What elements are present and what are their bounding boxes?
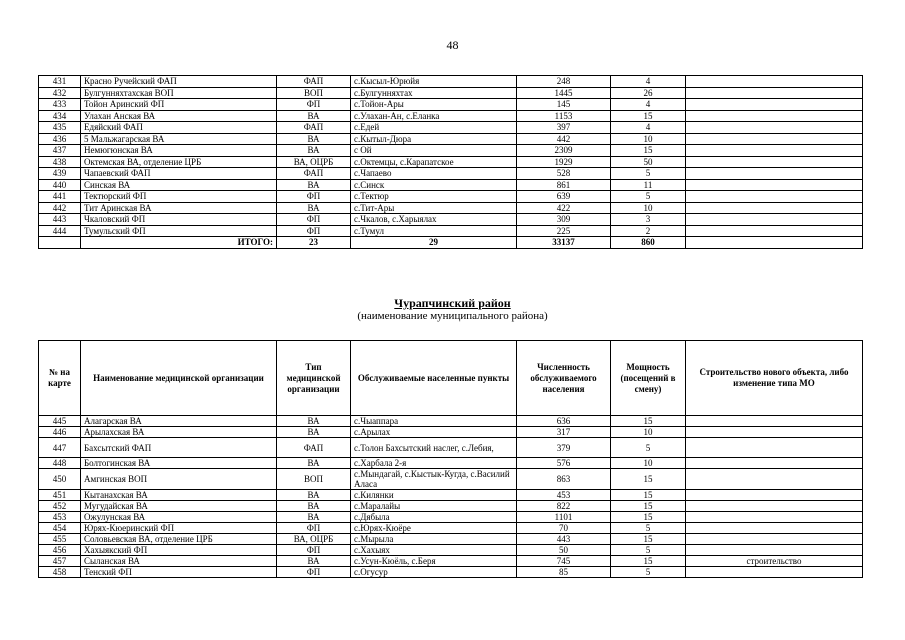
table-row <box>39 179 863 191</box>
table-cell: 70 <box>517 523 611 534</box>
table-row <box>39 87 863 99</box>
table-cell: с.Тойон-Ары <box>351 99 517 111</box>
table-cell: 397 <box>517 122 611 134</box>
table-cell: с.Хахыях <box>351 545 517 556</box>
table-cell: с.Тит-Ары <box>351 202 517 214</box>
district-table-body <box>39 416 863 578</box>
table-cell: с.Кытыл-Дюра <box>351 133 517 145</box>
table-cell: 15 <box>611 416 686 427</box>
table-cell <box>686 416 863 427</box>
table-cell <box>686 87 863 99</box>
table-cell: с.Октемцы, с.Карапатское <box>351 156 517 168</box>
table-cell: 439 <box>39 168 81 180</box>
total-population: 33137 <box>517 237 611 249</box>
table-cell: Амгинская ВОП <box>81 469 277 490</box>
table-cell: ВА <box>277 512 351 523</box>
table-row <box>39 556 863 567</box>
table-cell: Улахан Анская ВА <box>81 110 277 122</box>
table-row <box>39 438 863 458</box>
table-cell: 636 <box>517 416 611 427</box>
table-row <box>39 512 863 523</box>
table-cell: ФП <box>277 545 351 556</box>
table-cell: с.Дябыла <box>351 512 517 523</box>
table-cell: ФП <box>277 99 351 111</box>
table-cell: ВА <box>277 179 351 191</box>
table-cell: 1101 <box>517 512 611 523</box>
table-cell: 4 <box>611 99 686 111</box>
table-cell: 4 <box>611 76 686 88</box>
table-cell: 443 <box>517 534 611 545</box>
table-row <box>39 534 863 545</box>
table-cell: 445 <box>39 416 81 427</box>
table-cell: 2 <box>611 225 686 237</box>
table-cell: 441 <box>39 191 81 203</box>
table-cell: 5 <box>611 567 686 578</box>
table-cell <box>686 534 863 545</box>
table-row <box>39 523 863 534</box>
table-cell: ФП <box>277 567 351 578</box>
table-cell: 422 <box>517 202 611 214</box>
table-cell <box>686 76 863 88</box>
table-cell: 442 <box>517 133 611 145</box>
table-cell <box>686 133 863 145</box>
table-cell: Юрях-Кюеринский ФП <box>81 523 277 534</box>
table-cell: с.Тумул <box>351 225 517 237</box>
table-cell: 639 <box>517 191 611 203</box>
table-cell: Немюгюнская ВА <box>81 145 277 157</box>
table-row <box>39 191 863 203</box>
table-cell <box>686 179 863 191</box>
table-cell <box>686 225 863 237</box>
table-cell: ВА <box>277 110 351 122</box>
table-cell: ВА <box>277 133 351 145</box>
table-row <box>39 545 863 556</box>
table-cell: Едяйский ФАП <box>81 122 277 134</box>
table-cell: ВА <box>277 556 351 567</box>
table-row <box>39 416 863 427</box>
table-cell: Соловьевская ВА, отделение ЦРБ <box>81 534 277 545</box>
table-cell: 85 <box>517 567 611 578</box>
table-cell: 5 <box>611 168 686 180</box>
district-subtitle: (наименование муниципального района) <box>357 310 548 322</box>
table-cell: Болтогинская ВА <box>81 458 277 469</box>
table-cell: Тойон Аринский ФП <box>81 99 277 111</box>
table-cell <box>686 469 863 490</box>
table-cell: 444 <box>39 225 81 237</box>
table-cell: 447 <box>39 438 81 458</box>
table-cell: с.Чапаево <box>351 168 517 180</box>
header-org-type: Тип медицинской организации <box>277 341 351 416</box>
total-capacity: 860 <box>611 237 686 249</box>
table-cell <box>686 156 863 168</box>
table-cell <box>686 458 863 469</box>
table-cell: 451 <box>39 490 81 501</box>
table-cell: 11 <box>611 179 686 191</box>
table-cell: Хахыякский ФП <box>81 545 277 556</box>
table-row <box>39 99 863 111</box>
table-cell: 453 <box>517 490 611 501</box>
table-row <box>39 202 863 214</box>
table-cell: Арылахская ВА <box>81 427 277 438</box>
table-cell <box>686 567 863 578</box>
table-cell: 863 <box>517 469 611 490</box>
table-row <box>39 133 863 145</box>
table-cell: с.Булгунняхтах <box>351 87 517 99</box>
table-cell <box>686 168 863 180</box>
table-cell: 3 <box>611 214 686 226</box>
table-cell: 576 <box>517 458 611 469</box>
page-number: 48 <box>446 38 459 52</box>
table-cell: с.Маралайы <box>351 501 517 512</box>
table-cell: 1929 <box>517 156 611 168</box>
table-cell: 15 <box>611 512 686 523</box>
table-cell: ВОП <box>277 469 351 490</box>
table-cell: 448 <box>39 458 81 469</box>
table-cell: 2309 <box>517 145 611 157</box>
table-cell: ФАП <box>277 168 351 180</box>
table-cell: 15 <box>611 534 686 545</box>
table-cell: с.Усун-Кюёль, с.Беря <box>351 556 517 567</box>
table-cell: 10 <box>611 427 686 438</box>
table-cell: ВА <box>277 416 351 427</box>
table-cell <box>686 545 863 556</box>
table-cell: 745 <box>517 556 611 567</box>
table-cell: 431 <box>39 76 81 88</box>
table-cell: с.Мындагай, с.Кыстык-Кугда, с.Василий Аласа <box>351 469 517 490</box>
table-cell: 457 <box>39 556 81 567</box>
table-cell: 442 <box>39 202 81 214</box>
table-cell <box>686 214 863 226</box>
table-cell: 435 <box>39 122 81 134</box>
table-cell: 455 <box>39 534 81 545</box>
table-cell: 456 <box>39 545 81 556</box>
table-cell: ФП <box>277 214 351 226</box>
district-heading <box>0 296 905 323</box>
table-cell <box>686 523 863 534</box>
table-cell: Тит Аринская ВА <box>81 202 277 214</box>
table-cell: 309 <box>517 214 611 226</box>
total-row <box>39 237 863 249</box>
table-cell: 443 <box>39 214 81 226</box>
table-cell: Булгунняхтахская ВОП <box>81 87 277 99</box>
table-cell <box>686 490 863 501</box>
table-cell: ВОП <box>277 87 351 99</box>
table-cell: с.Чкалов, с.Харыялах <box>351 214 517 226</box>
table-cell: с.Едей <box>351 122 517 134</box>
table-cell: Кытанахская ВА <box>81 490 277 501</box>
table-cell: ВА <box>277 145 351 157</box>
table-cell: 5 <box>611 438 686 458</box>
total-settlements: 29 <box>351 237 517 249</box>
table-cell: строительство <box>686 556 863 567</box>
table-cell: Бахсытский ФАП <box>81 438 277 458</box>
table-cell: Октемская ВА, отделение ЦРБ <box>81 156 277 168</box>
table-cell: с.Кысыл-Юрюйя <box>351 76 517 88</box>
table-cell <box>686 202 863 214</box>
table-cell: с.Юрях-Кюёре <box>351 523 517 534</box>
table-cell: 26 <box>611 87 686 99</box>
district-name: Чурапчинский район <box>394 296 511 310</box>
table-cell: Алагарская ВА <box>81 416 277 427</box>
table-cell: ФП <box>277 191 351 203</box>
table-row <box>39 427 863 438</box>
table-cell: 822 <box>517 501 611 512</box>
table-cell <box>686 512 863 523</box>
table-cell: 452 <box>39 501 81 512</box>
header-construction: Строительство нового объекта, либо изменение типа МО <box>686 341 863 416</box>
table-cell: 248 <box>517 76 611 88</box>
table-cell <box>686 438 863 458</box>
table-cell: Чапаевский ФАП <box>81 168 277 180</box>
facilities-table-body <box>39 76 863 237</box>
table-cell: ФАП <box>277 438 351 458</box>
header-map-number: № на карте <box>39 341 81 416</box>
table-cell: 436 <box>39 133 81 145</box>
table-cell: 5 Мальжагарская ВА <box>81 133 277 145</box>
header-population: Численность обслуживаемого населения <box>517 341 611 416</box>
table-cell: с.Синск <box>351 179 517 191</box>
table-cell: 10 <box>611 458 686 469</box>
table-row <box>39 469 863 490</box>
table-cell <box>686 145 863 157</box>
table-cell: ФАП <box>277 122 351 134</box>
table-cell: 225 <box>517 225 611 237</box>
table-cell: 458 <box>39 567 81 578</box>
header-org-name: Наименование медицинской организации <box>81 341 277 416</box>
table-cell: 10 <box>611 202 686 214</box>
table-cell <box>686 122 863 134</box>
table-cell: с.Чыаппара <box>351 416 517 427</box>
table-row <box>39 214 863 226</box>
table-cell: 4 <box>611 122 686 134</box>
table-cell: с.Толон Бахсытский наслег, с.Лебия, <box>351 438 517 458</box>
table-cell: ВА <box>277 458 351 469</box>
table-row <box>39 501 863 512</box>
table-cell: 317 <box>517 427 611 438</box>
table-cell: 440 <box>39 179 81 191</box>
table-cell <box>686 427 863 438</box>
table-cell <box>686 110 863 122</box>
table-cell: 15 <box>611 501 686 512</box>
table-header-row <box>39 341 863 416</box>
district-facilities-table <box>38 340 863 578</box>
table-cell: Тумульский ФП <box>81 225 277 237</box>
table-cell: 5 <box>611 523 686 534</box>
table-cell: Сыланская ВА <box>81 556 277 567</box>
table-cell: с.Харбала 2-я <box>351 458 517 469</box>
table-cell: 454 <box>39 523 81 534</box>
table-cell: ВА, ОЦРБ <box>277 156 351 168</box>
table-row <box>39 225 863 237</box>
table-cell: 437 <box>39 145 81 157</box>
table-cell: 15 <box>611 145 686 157</box>
table-cell: Красно Ручейский ФАП <box>81 76 277 88</box>
table-cell: Чкаловский ФП <box>81 214 277 226</box>
table-cell: 145 <box>517 99 611 111</box>
table-cell: с.Тектюр <box>351 191 517 203</box>
table-cell: ФАП <box>277 76 351 88</box>
table-cell: с.Арылах <box>351 427 517 438</box>
table-cell: ФП <box>277 523 351 534</box>
table-cell: 50 <box>611 156 686 168</box>
table-cell: с Ой <box>351 145 517 157</box>
table-cell: 15 <box>611 490 686 501</box>
table-cell: 379 <box>517 438 611 458</box>
table-cell: ВА <box>277 501 351 512</box>
table-cell <box>686 191 863 203</box>
table-row <box>39 567 863 578</box>
table-cell: 432 <box>39 87 81 99</box>
table-cell: Тенский ФП <box>81 567 277 578</box>
table-cell: 15 <box>611 110 686 122</box>
table-cell: 1445 <box>517 87 611 99</box>
table-cell: 5 <box>611 545 686 556</box>
table-cell: 528 <box>517 168 611 180</box>
table-cell: с.Мырыла <box>351 534 517 545</box>
table-row <box>39 145 863 157</box>
table-cell: 1153 <box>517 110 611 122</box>
table-cell: ВА, ОЦРБ <box>277 534 351 545</box>
header-capacity: Мощность (посещений в смену) <box>611 341 686 416</box>
table-row <box>39 122 863 134</box>
table-cell: Ожулунская ВА <box>81 512 277 523</box>
table-cell: ФП <box>277 225 351 237</box>
header-settlements: Обслуживаемые населенные пункты <box>351 341 517 416</box>
table-cell: ВА <box>277 490 351 501</box>
table-cell: 434 <box>39 110 81 122</box>
table-cell <box>686 501 863 512</box>
table-cell: 15 <box>611 556 686 567</box>
total-type: 23 <box>277 237 351 249</box>
table-cell: Синская ВА <box>81 179 277 191</box>
table-cell: с.Улахан-Ан, с.Еланка <box>351 110 517 122</box>
table-cell: 446 <box>39 427 81 438</box>
table-cell: Мугудайская ВА <box>81 501 277 512</box>
table-cell: Тектюрский ФП <box>81 191 277 203</box>
table-cell: 433 <box>39 99 81 111</box>
total-label: ИТОГО: <box>81 237 277 249</box>
table-row <box>39 490 863 501</box>
table-row <box>39 156 863 168</box>
facilities-table-continued <box>38 75 863 249</box>
table-row <box>39 168 863 180</box>
table-cell: 450 <box>39 469 81 490</box>
table-row <box>39 458 863 469</box>
table-cell: ВА <box>277 427 351 438</box>
table-cell: 453 <box>39 512 81 523</box>
table-cell: 10 <box>611 133 686 145</box>
table-cell: 5 <box>611 191 686 203</box>
table-cell <box>686 99 863 111</box>
table-cell: с.Килянки <box>351 490 517 501</box>
table-cell: 861 <box>517 179 611 191</box>
table-cell: с.Огусур <box>351 567 517 578</box>
table-row <box>39 110 863 122</box>
table-cell: 15 <box>611 469 686 490</box>
table-cell: ВА <box>277 202 351 214</box>
table-cell: 438 <box>39 156 81 168</box>
table-cell: 50 <box>517 545 611 556</box>
table-row <box>39 76 863 88</box>
